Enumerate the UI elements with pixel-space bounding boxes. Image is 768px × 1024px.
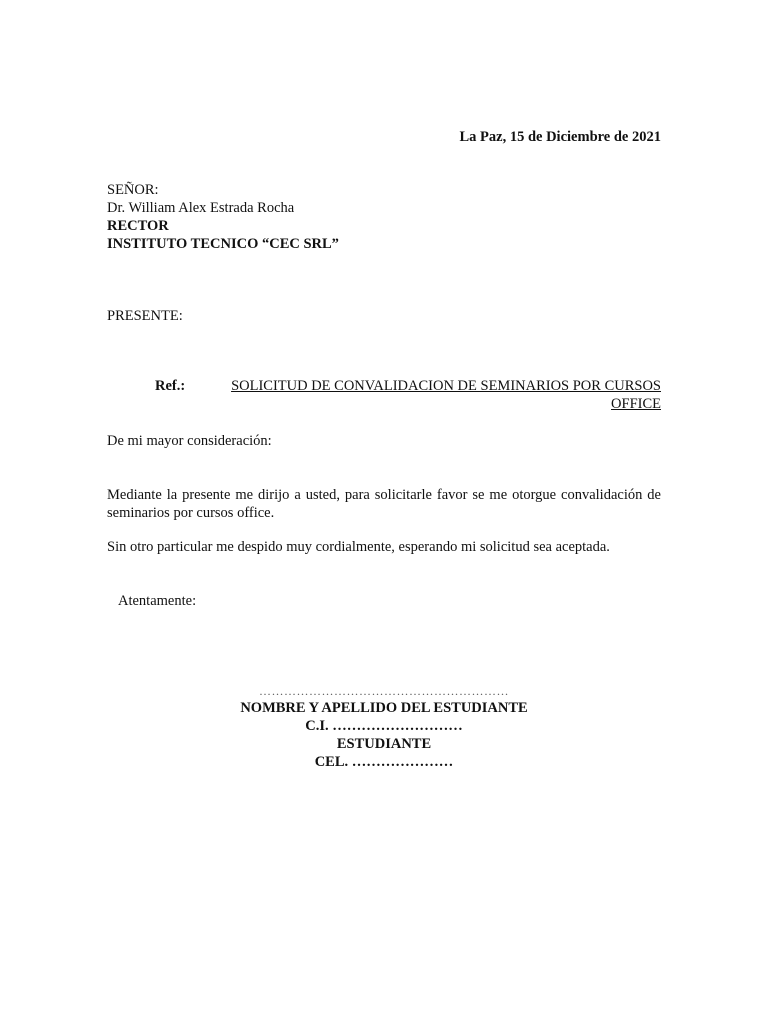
- signature-cel-label: CEL. …………………: [314, 754, 454, 770]
- reference-label: Ref.:: [155, 378, 186, 394]
- addressee-position: RECTOR: [107, 218, 169, 234]
- date-line: La Paz, 15 de Diciembre de 2021: [459, 129, 661, 145]
- addressee-name: Dr. William Alex Estrada Rocha: [107, 200, 295, 216]
- reference-subject-line2: OFFICE: [611, 396, 661, 412]
- addressee-institution: INSTITUTO TECNICO “CEC SRL”: [107, 236, 339, 252]
- signature-name-label: NOMBRE Y APELLIDO DEL ESTUDIANTE: [240, 700, 528, 716]
- body-paragraph-2: Sin otro particular me despido muy cordialmente, esperando mi solicitud sea aceptada.: [107, 539, 610, 555]
- body-paragraph-1: Mediante la presente me dirijo a usted, para solicitarle favor se me otorgue convalidación de seminarios por cursos office.: [107, 487, 661, 521]
- presente-label: PRESENTE:: [107, 308, 183, 324]
- addressee-salutation: SEÑOR:: [107, 182, 159, 198]
- addressee-block: [107, 181, 339, 253]
- signature-ci-label: C.I. ………………………: [305, 718, 463, 734]
- closing: Atentamente:: [118, 593, 197, 609]
- signature-role-label: ESTUDIANTE: [336, 736, 432, 752]
- greeting: De mi mayor consideración:: [107, 433, 272, 449]
- reference-block: [155, 377, 661, 413]
- reference-subject-line1: SOLICITUD DE CONVALIDACION DE SEMINARIOS POR CURSOS: [231, 378, 661, 394]
- signature-line: ……………………………………………………: [259, 684, 509, 698]
